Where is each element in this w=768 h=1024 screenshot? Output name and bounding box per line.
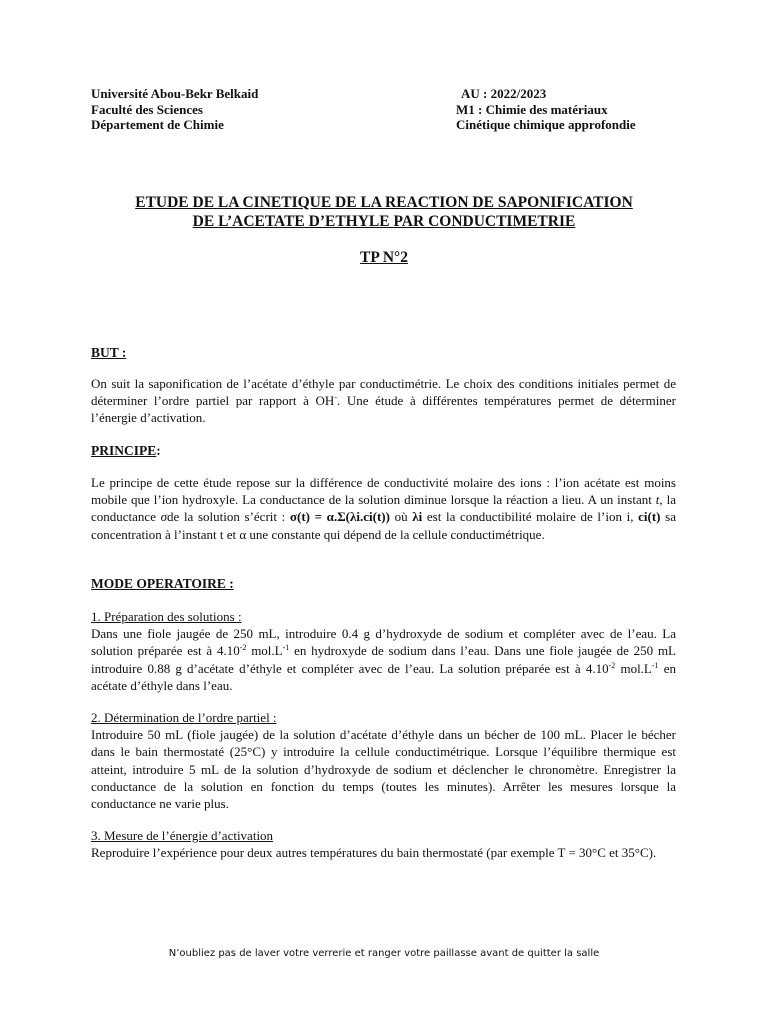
academic-year: AU : 2022/2023 [461, 86, 547, 101]
s1-sup-1: -2 [239, 643, 247, 653]
tp-number: TP N°2 [360, 249, 408, 266]
principe-paragraph [91, 474, 676, 543]
section-2-text: Introduire 50 mL (fiole jaugée) de la solution d’acétate d’éthyle dans un bécher de 100 mL. Placer le bécher dans le bain thermostaté (25°C) y introduire la cellule conductimétrique. Lorsque l’équilibre thermique est atteint, introduire 5 mL de la solution d’hydroxyde de sodium et déclencher le chronomètre. Enregistrer la conductance de la solution en fonction du temps (toutes les minutes). Arrêter les mesures lorsque la conductance ne varie plus. [91, 727, 676, 812]
section-3-title: 3. Mesure de l’énergie d’activation [91, 828, 274, 843]
s1-text-b: mol.L [246, 643, 283, 659]
principe-heading-text: PRINCIPE [91, 443, 157, 458]
course-name: Cinétique chimique approfondie [456, 117, 636, 132]
document-title [60, 193, 708, 231]
s1-text-e: en acétate d’éthyle dans l’eau. [91, 660, 676, 693]
s1-sup-4: -1 [651, 660, 659, 670]
but-paragraph [91, 375, 676, 427]
footer-note: N’oubliez pas de laver votre verrerie et ranger votre paillasse avant de quitter la salle [168, 948, 600, 959]
section-3 [91, 827, 676, 861]
principe-t5: est la conductibilité molaire de l’ion i, [422, 509, 639, 525]
principe-t3: de la solution s’écrit : [167, 509, 290, 525]
header-course-info [456, 86, 636, 133]
header-institution [91, 86, 258, 133]
faculty-name: Faculté des Sciences [91, 101, 203, 117]
principe-t1: Le principe de cette étude repose sur la différence de conductivité molaire des ions : l’ion acétate est moins mobile que l’ion hydroxyle. La conductance de la solution diminue lorsque la réaction a lieu. A un instant [91, 475, 676, 508]
but-text-b: . Une étude à différentes températures permet de déterminer l’énergie d’activation. [91, 393, 676, 426]
s1-sup-2: -1 [282, 643, 290, 653]
conductance-formula: σ(t) = α.Σ(λi.ci(t)) [289, 509, 390, 525]
section-2 [91, 709, 676, 812]
but-text-a: On suit la saponification de l’acétate d’éthyle par conductimétrie. Le choix des conditions initiales permet de déterminer l’ordre partiel par rapport à OH [91, 376, 676, 409]
principe-t4: où [389, 509, 413, 525]
principe-heading-colon: : [156, 443, 161, 458]
title-line-2: DE L’ACETATE D’ETHYLE PAR CONDUCTIMETRIE [192, 213, 576, 230]
principe-heading [91, 443, 161, 459]
title-line-1: ETUDE DE LA CINETIQUE DE LA REACTION DE SAPONIFICATION [135, 194, 633, 211]
sigma-symbol: σ [160, 509, 168, 525]
section-1 [91, 608, 676, 694]
but-superscript: - [334, 393, 337, 403]
section-1-text [91, 625, 676, 694]
s1-text-d: mol.L [615, 660, 652, 676]
but-heading: BUT : [91, 345, 127, 360]
lambda-i-symbol: λi [412, 509, 423, 525]
mode-heading: MODE OPERATOIRE : [91, 576, 234, 591]
principe-t2: , la conductance [91, 492, 676, 525]
principe-t6: sa concentration à l’instant t et α une constante qui dépend de la cellule conductimétrique. [91, 509, 676, 542]
section-2-title: 2. Détermination de l’ordre partiel : [91, 710, 277, 725]
s1-text-a: Dans une fiole jaugée de 250 mL, introduire 0.4 g d’hydroxyde de sodium et compléter avec de l’eau. La solution préparée est à 4.10 [91, 626, 676, 659]
section-1-title: 1. Préparation des solutions : [91, 609, 242, 624]
department-name: Département de Chimie [91, 117, 224, 132]
section-3-text: Reproduire l’expérience pour deux autres températures du bain thermostaté (par exemple T = 30°C et 35°C). [91, 845, 657, 861]
s1-text-c: en hydroxyde de sodium dans l’eau. Dans une fiole jaugée de 250 mL introduire 0.88 g d’acétate d’éthyle et compléter avec de l’eau. La solution préparée est à 4.10 [91, 643, 676, 676]
program-name: M1 : Chimie des matériaux [456, 101, 608, 117]
time-variable: t [655, 492, 660, 508]
university-name: Université Abou-Bekr Belkaid [91, 86, 259, 101]
s1-sup-3: -2 [608, 660, 616, 670]
concentration-symbol: ci(t) [638, 509, 661, 525]
